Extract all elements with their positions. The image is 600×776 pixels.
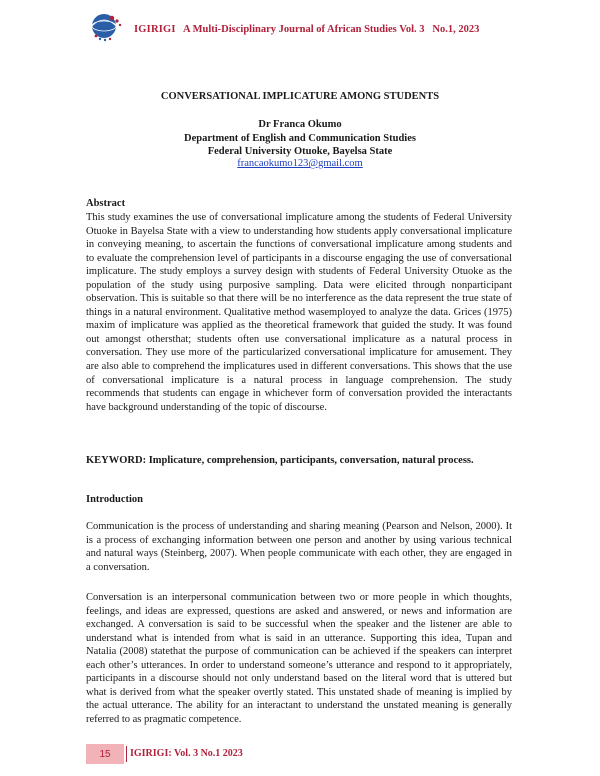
paper-title: CONVERSATIONAL IMPLICATURE AMONG STUDENTS — [160, 91, 440, 102]
author-name: Dr Franca Okumo — [258, 119, 342, 130]
journal-header — [86, 12, 526, 48]
introduction-paragraph-1: Communication is the process of understanding and sharing meaning (Pearson and Nelson, 2000). It is a process of exchanging information between one person and another by using various technical and natural ways (Steinberg, 2007). When people communicate with each other, they are engaged in a conversation. — [86, 521, 512, 573]
journal-name: IGIRIGI — [134, 24, 176, 35]
footer-divider — [126, 746, 127, 762]
footer-journal-label: IGIRIGI: Vol. 3 No.1 2023 — [130, 748, 243, 759]
author-email-link[interactable]: francaokumo123@gmail.com — [237, 158, 363, 169]
introduction-heading: Introduction — [86, 494, 143, 505]
journal-subtitle: A Multi-Disciplinary Journal of African Studies Vol. 3 No.1, 2023 — [182, 24, 480, 35]
introduction-paragraph-2: Conversation is an interpersonal communication between two or more people in which thoughts, feelings, and ideas are expressed, questions are asked and answered, or news and information are exchanged. A conversation is said to be successful when the speaker and the listener are able to understand what is intended from what is said in an utterance. Supporting this idea, Tupan and Natalia (2008) statethat the purpose of communication can be achieved if the speakers can interpret each other’s utterances. In order to understand someone’s utterance and respond to it appropriately, participants in a discourse should not only understand based on the literal word that is uttered but what is derived from what the speaker overtly stated. This unstated shade of meaning is implied by the actual utterance. The ability for an interactant to understand the unstated meaning is generally referred to as pragmatic competence. — [86, 592, 512, 725]
journal-running-header — [134, 24, 479, 35]
author-block — [0, 118, 600, 159]
page-number: 15 — [86, 744, 124, 764]
abstract-text: This study examines the use of conversational implicature among the students of Federal University Otuoke in Bayelsa State with a view to understanding how students apply conversational implicature in conveying meaning, to ascertain the functions of conversational implicature among students and to evaluate the comprehension level of participants in a discourse engaging the use of conversational implicature. The study employs a survey design with students of Federal University Otuoke as the population of the study using purposive sampling. Data were elicited through nonparticipant observation. This is suitable so that there will be no interference as the data represent the true state of things in a natural environment. Qualitative method wasemployed to analyze the data. Grices (1975) maxim of implicature was applied as the theoretical framework that guided the study. It was found out amongst othersthat; students often use conversational implicature as a natural process in conversation. They use more of the particularized conversational implicature for amusement. They are also able to comprehend the implicatures used in different conversations. This shows that the use of conversational implicature is a natural process in language comprehension. The study recommends that students can engage in whichever form of conversation provided the interactants have background understanding of the topic of discourse. — [86, 212, 512, 413]
abstract-heading: Abstract — [86, 198, 126, 209]
page-footer — [86, 744, 514, 764]
igirigi-logo-icon — [86, 12, 130, 46]
author-institution: Federal University Otuoke, Bayelsa State — [207, 146, 393, 157]
keywords: KEYWORD: Implicature, comprehension, participants, conversation, natural process. — [86, 455, 474, 466]
author-department: Department of English and Communication Studies — [184, 132, 416, 144]
